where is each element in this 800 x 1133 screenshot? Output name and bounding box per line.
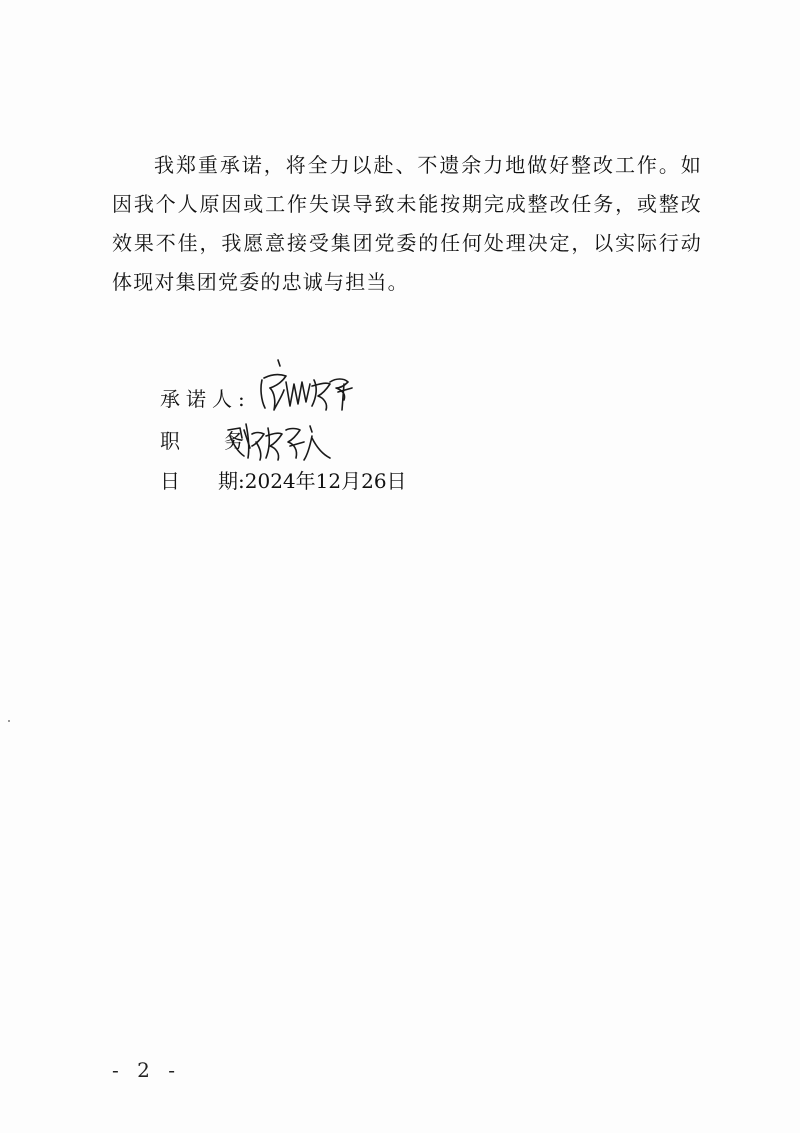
date-label-first: 日 (160, 469, 180, 493)
promisor-label: 承诺人: (160, 387, 251, 411)
handwritten-name-signature-image (256, 358, 366, 416)
date-label-second: 期: (218, 469, 245, 493)
handwritten-title-signature-image (220, 418, 340, 464)
title-label-second: 务 (224, 429, 244, 453)
title-label-first: 职 (160, 429, 180, 453)
commitment-paragraph: 我郑重承诺，将全力以赴、不遗余力地做好整改工作。如因我个人原因或工作失误导致未能按期完成整改任务，或整改效果不佳，我愿意接受集团党委的任何处理决定，以实际行动体现对集团党委的忠诚与担当。 (112, 153, 702, 294)
date-value: 2024年12月26日 (244, 469, 407, 493)
promisor-row (160, 384, 251, 414)
page-number: - 2 - (112, 1058, 181, 1082)
scan-speck (8, 720, 10, 722)
date-row (160, 466, 407, 496)
